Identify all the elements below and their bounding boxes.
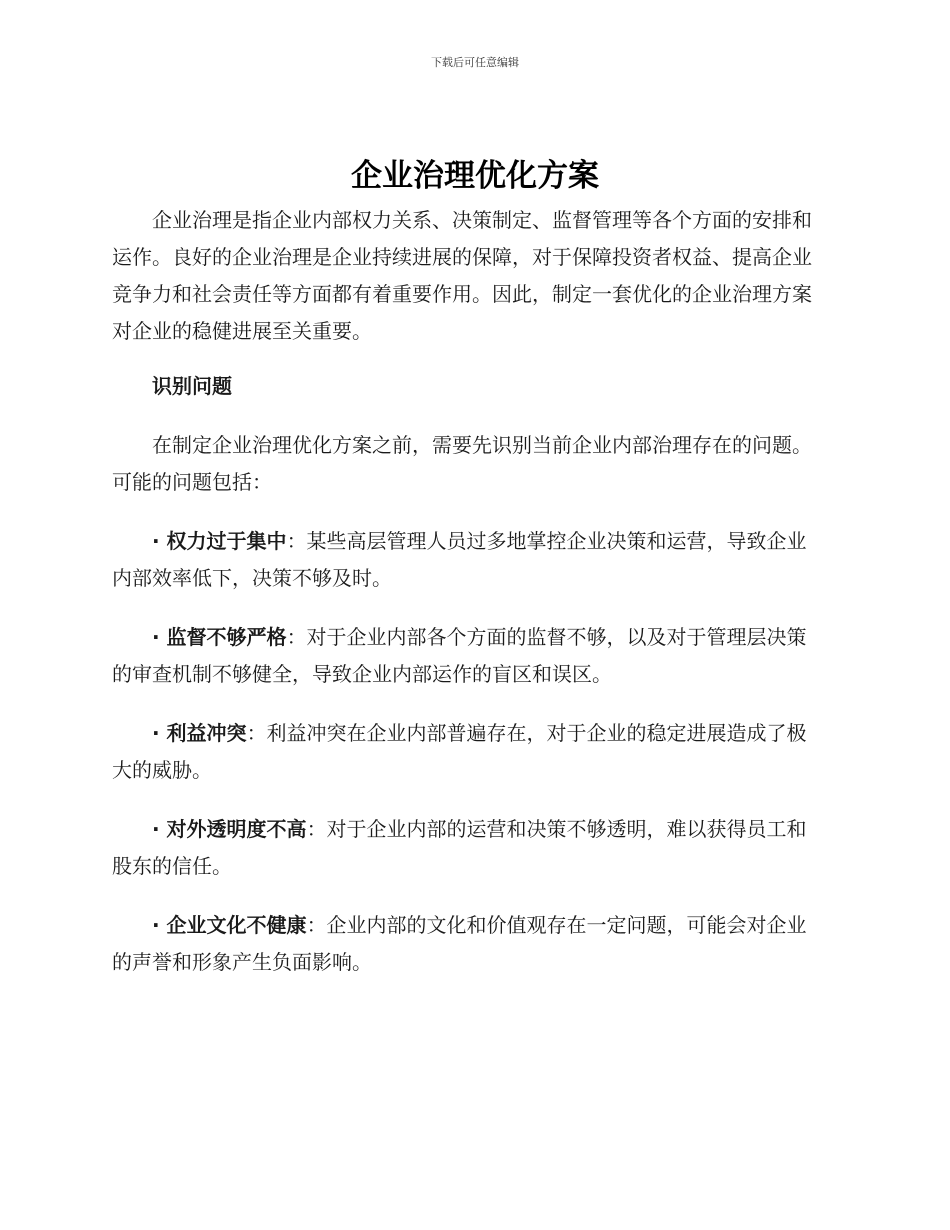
- intro-paragraph: 企业治理是指企业内部权力关系、决策制定、监督管理等各个方面的安排和运作。良好的企业治理是企业持续进展的保障，对于保障投资者权益、提高企业竞争力和社会责任等方面都有着重要作用。因此，制定一套优化的企业治理方案对企业的稳健进展至关重要。: [112, 208, 812, 343]
- section-lead-paragraph: 在制定企业治理优化方案之前，需要先识别当前企业内部治理存在的问题。可能的问题包括：: [112, 433, 812, 494]
- page-header: 下载后可任意编辑: [431, 56, 519, 69]
- bullet-text: ：对于企业内部的运营和决策不够透明，难以获得员工和股东的信任。: [112, 817, 807, 878]
- bullet-item: [112, 619, 824, 693]
- document-title: 企业治理优化方案: [351, 158, 599, 194]
- bullet-heading: · 利益冲突: [152, 721, 247, 745]
- section-heading: 识别问题: [152, 374, 232, 398]
- bullet-item: [112, 523, 824, 597]
- bullet-text: ：某些高层管理人员过多地掌控企业决策和运营，导致企业内部效率低下，决策不够及时。: [112, 529, 807, 590]
- bullet-text: ：对于企业内部各个方面的监督不够，以及对于管理层决策的审查机制不够健全，导致企业内部运作的盲区和误区。: [112, 625, 807, 686]
- bullet-item: [112, 811, 824, 885]
- bullet-heading: · 对外透明度不高: [152, 817, 307, 841]
- bullet-heading: · 监督不够严格: [152, 625, 287, 649]
- bullet-text: ：企业内部的文化和价值观存在一定问题，可能会对企业的声誉和形象产生负面影响。: [112, 913, 807, 974]
- document-body: [112, 202, 824, 981]
- bullet-item: [112, 715, 824, 789]
- bullet-heading: · 企业文化不健康: [152, 913, 307, 937]
- bullet-heading: · 权力过于集中: [152, 529, 287, 553]
- bullet-item: [112, 907, 824, 981]
- bullet-text: ：利益冲突在企业内部普遍存在，对于企业的稳定进展造成了极大的威胁。: [112, 721, 807, 782]
